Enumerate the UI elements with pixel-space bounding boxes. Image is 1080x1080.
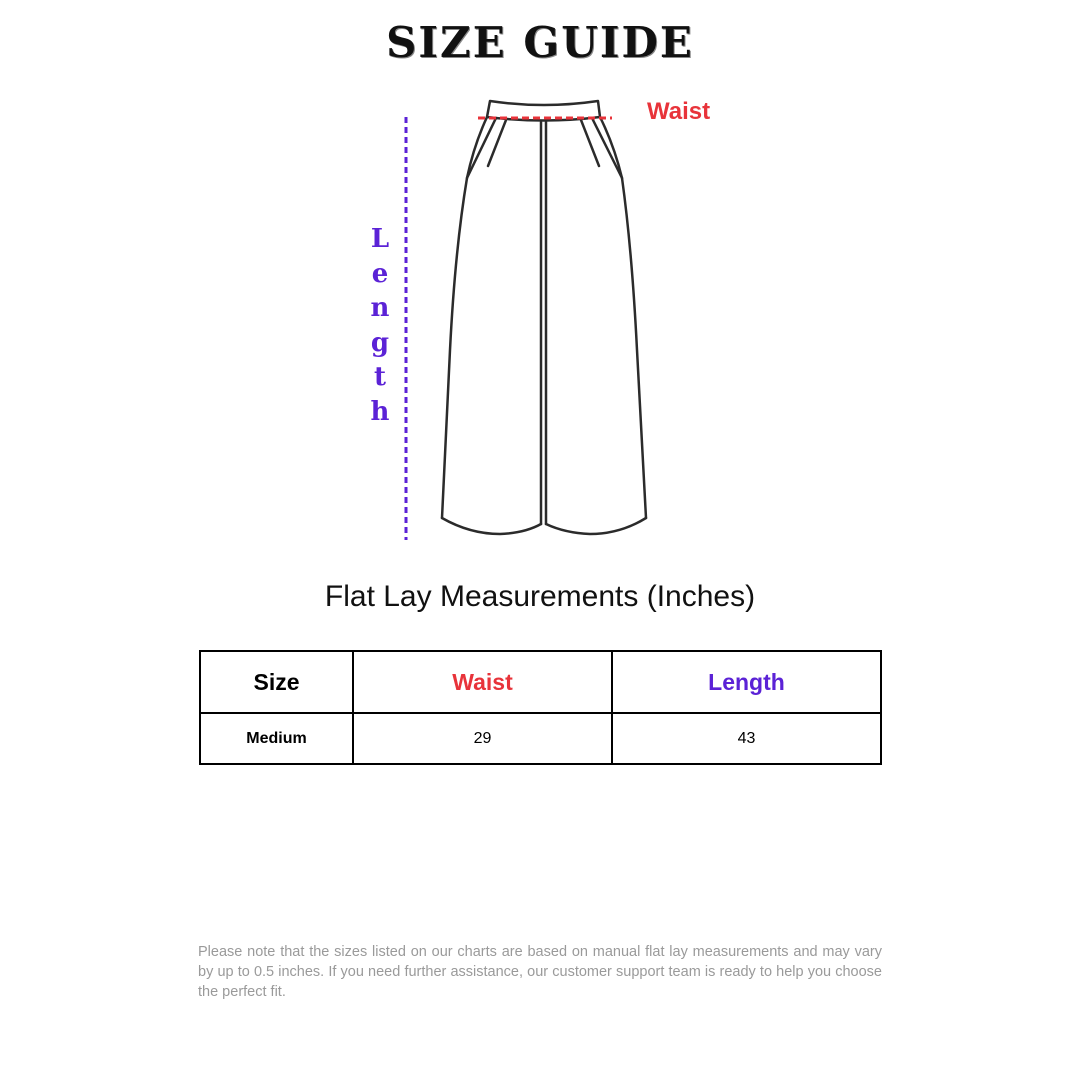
table-caption: Flat Lay Measurements (Inches): [324, 580, 756, 613]
table-row: [200, 713, 881, 764]
pants-outline: [442, 101, 646, 534]
header-waist: Waist: [353, 651, 612, 713]
length-label: Length: [370, 224, 390, 427]
size-table: [199, 650, 882, 765]
table-header-row: [200, 651, 881, 713]
header-length: Length: [612, 651, 881, 713]
waist-label: Waist: [647, 98, 711, 125]
cell-length: 43: [612, 713, 881, 764]
disclaimer-note: Please note that the sizes listed on our charts are based on manual flat lay measurements and may vary by up to 0.5 inches. If you need further assistance, our customer support team is ready to help you choose the perfect fit.: [198, 944, 882, 1000]
cell-size: Medium: [200, 713, 353, 764]
header-size: Size: [200, 651, 353, 713]
page-title: SIZE GUIDE: [386, 18, 694, 67]
cell-waist: 29: [353, 713, 612, 764]
